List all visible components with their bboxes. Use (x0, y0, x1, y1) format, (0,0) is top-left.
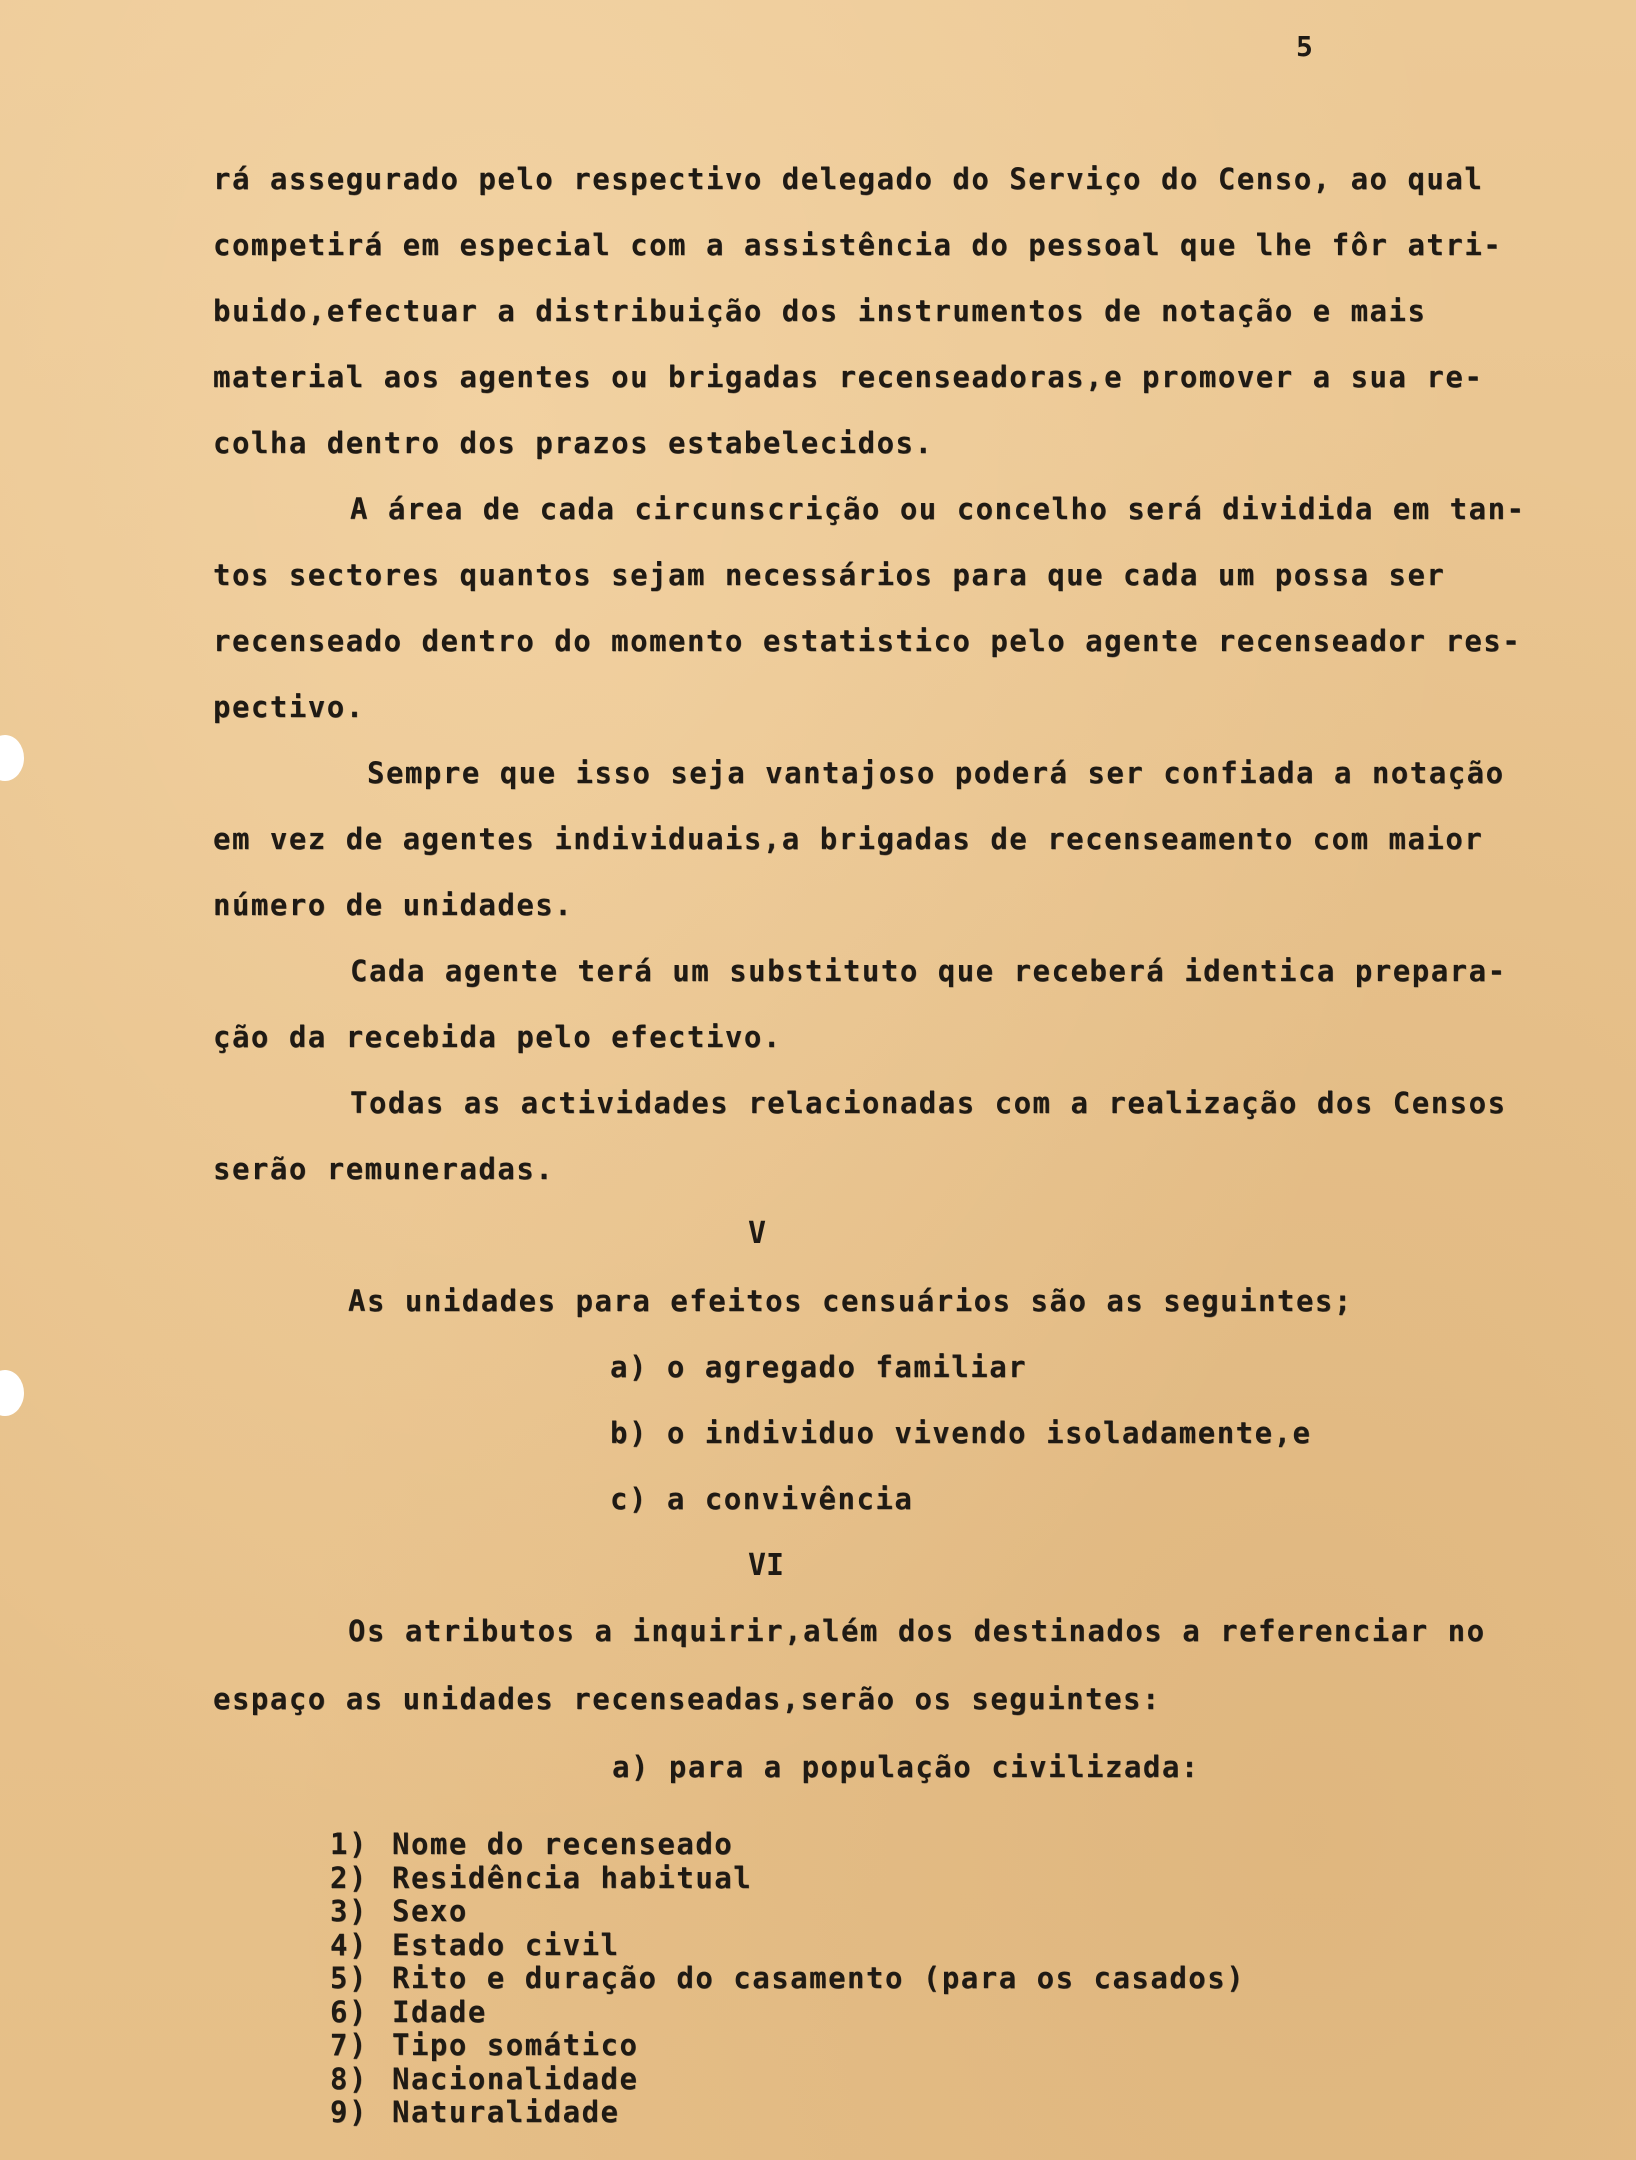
list-item (330, 1862, 1245, 1896)
page-number: 5 (1296, 30, 1313, 63)
section-heading: VI (748, 1548, 785, 1583)
item-text: Idade (392, 1994, 487, 2029)
item-text: Nacionalidade (392, 2061, 639, 2096)
item-number: 4) (330, 1927, 368, 1962)
list-item (330, 1962, 1245, 1996)
section-heading: V (748, 1216, 767, 1251)
text-line: serão remuneradas. (213, 1152, 555, 1186)
list-item (330, 1895, 1245, 1929)
text-line: As unidades para efeitos censuários são as seguintes; (348, 1284, 1353, 1318)
list-item (330, 2029, 1245, 2063)
item-text: Rito e duração do casamento (para os casados) (392, 1961, 1246, 1995)
list-item (330, 1929, 1245, 1963)
item-number: 9) (330, 2095, 368, 2129)
text-line: colha dentro dos prazos estabelecidos. (213, 426, 934, 460)
list-item (330, 1828, 1245, 1862)
list-item: a) o agregado familiar (610, 1350, 1028, 1384)
text-line: Cada agente terá um substituto que receberá identica prepara- (350, 954, 1507, 988)
list-item: b) o individuo vivendo isoladamente,e (610, 1416, 1312, 1450)
item-text: Tipo somático (392, 2028, 639, 2062)
text-line: competirá em especial com a assistência do pessoal que lhe fôr atri- (213, 228, 1503, 262)
text-line: ção da recebida pelo efectivo. (213, 1020, 782, 1054)
text-line: buido,efectuar a distribuição dos instrumentos de notação e mais (213, 294, 1427, 328)
item-number: 5) (330, 1961, 368, 1995)
attributes-list (330, 1828, 1245, 2130)
item-number: 8) (330, 2061, 368, 2096)
text-line: rá assegurado pelo respectivo delegado do Serviço do Censo, ao qual (213, 162, 1484, 196)
text-line: Todas as actividades relacionadas com a realização dos Censos (350, 1086, 1507, 1120)
item-text: Nome do recenseado (392, 1827, 734, 1861)
text-line: A área de cada circunscrição ou concelho será dividida em tan- (350, 492, 1526, 526)
text-line: Sempre que isso seja vantajoso poderá ser confiada a notação (367, 756, 1505, 790)
list-item (330, 1996, 1245, 2030)
text-line: tos sectores quantos sejam necessários para que cada um possa ser (213, 558, 1446, 592)
item-text: Naturalidade (392, 2095, 620, 2129)
list-item: c) a convivência (610, 1482, 914, 1516)
text-line: recenseado dentro do momento estatistico pelo agente recenseador res- (213, 624, 1522, 658)
punch-hole (0, 735, 24, 781)
text-line: a) para a população civilizada: (612, 1750, 1200, 1784)
text-line: espaço as unidades recenseadas,serão os seguintes: (213, 1682, 1161, 1716)
list-item (330, 2063, 1245, 2097)
text-line: número de unidades. (213, 888, 574, 922)
list-item (330, 2096, 1245, 2130)
text-line: Os atributos a inquirir,além dos destinados a referenciar no (348, 1614, 1486, 1648)
item-number: 3) (330, 1894, 368, 1928)
punch-hole (0, 1370, 24, 1416)
item-text: Estado civil (392, 1927, 620, 1962)
item-number: 1) (330, 1827, 368, 1861)
item-number: 2) (330, 1860, 368, 1895)
text-line: pectivo. (213, 690, 365, 724)
text-line: em vez de agentes individuais,a brigadas de recenseamento com maior (213, 822, 1484, 856)
item-number: 7) (330, 2028, 368, 2062)
item-number: 6) (330, 1994, 368, 2029)
item-text: Sexo (392, 1894, 468, 1928)
text-line: material aos agentes ou brigadas recenseadoras,e promover a sua re- (213, 360, 1484, 394)
item-text: Residência habitual (392, 1860, 753, 1895)
